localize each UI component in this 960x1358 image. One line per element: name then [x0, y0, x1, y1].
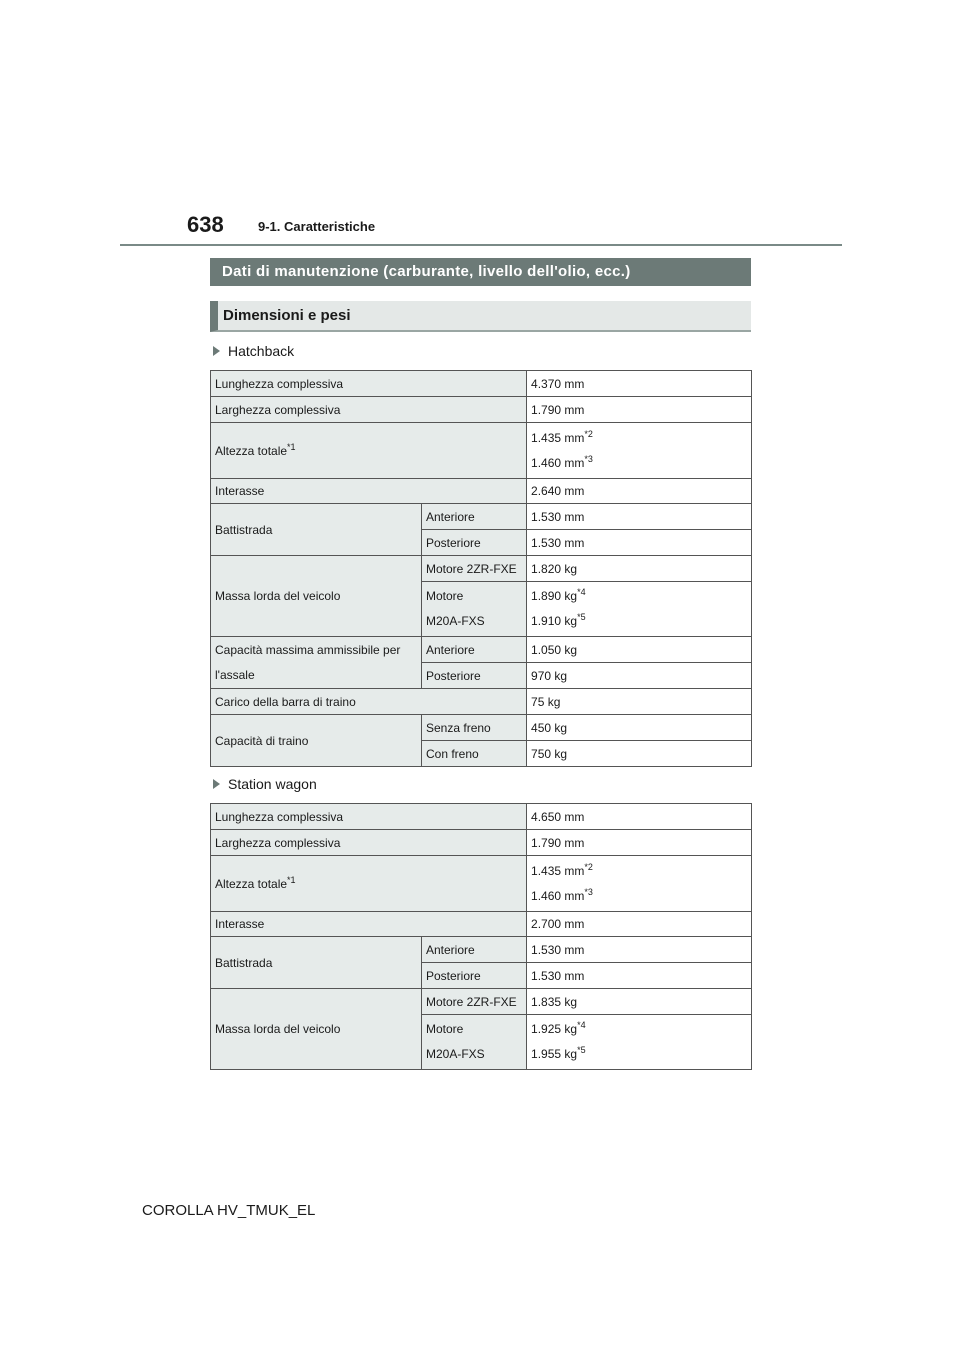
gvw-engine2-label: Motore M20A-FXS [422, 1015, 527, 1070]
hatchback-label: Hatchback [228, 343, 295, 359]
axle-label: Capacità massima ammissibile per l'assale [211, 637, 422, 689]
section-banner: Dati di manutenzione (carburante, livello dell'olio, ecc.) [210, 258, 751, 286]
tread-rear-value: 1.530 mm [527, 963, 752, 989]
width-label: Larghezza complessiva [211, 830, 527, 856]
length-value: 4.650 mm [527, 804, 752, 830]
table-row [211, 912, 752, 937]
height-value: 1.435 $mm^{*2}$ 1.460 $mm^{*3}$ [527, 856, 752, 912]
wheelbase-label: Interasse [211, 479, 527, 504]
table-row [211, 504, 752, 530]
station-wagon-label: Station wagon [228, 776, 317, 792]
towing-brake-value: 750 kg [527, 741, 752, 767]
towbar-label: Carico della barra di traino [211, 689, 527, 715]
gvw-engine1-label: Motore 2ZR-FXE [422, 989, 527, 1015]
axle-front-value: 1.050 kg [527, 637, 752, 663]
gvw-engine1-value: 1.835 kg [527, 989, 752, 1015]
axle-rear-label: Posteriore [422, 663, 527, 689]
towing-nobrake-value: 450 kg [527, 715, 752, 741]
width-value: 1.790 mm [527, 397, 752, 423]
height-label: Altezza totale$^{*1}$ [211, 856, 527, 912]
gvw-engine2-value: 1.890 $kg^{*4}$ 1.910 $kg^{*5}$ [527, 582, 752, 637]
tread-front-value: 1.530 mm [527, 937, 752, 963]
table-row [211, 397, 752, 423]
height-value: 1.435 $mm^{*2}$ 1.460 $mm^{*3}$ [527, 423, 752, 479]
axle-front-label: Anteriore [422, 637, 527, 663]
table-row [211, 804, 752, 830]
table-row [211, 423, 752, 479]
towing-label: Capacità di traino [211, 715, 422, 767]
wheelbase-value: 2.640 mm [527, 479, 752, 504]
table-row [211, 637, 752, 663]
table-row [211, 479, 752, 504]
height-label: Altezza totale$^{*1}$ [211, 423, 527, 479]
length-label: Lunghezza complessiva [211, 371, 527, 397]
towing-brake-label: Con freno [422, 741, 527, 767]
tread-rear-value: 1.530 mm [527, 530, 752, 556]
header-divider [120, 244, 842, 246]
section-title: 9-1. Caratteristiche [258, 219, 376, 234]
gvw-engine2-value: 1.925 $kg^{*4}$ 1.955 $kg^{*5}$ [527, 1015, 752, 1070]
towbar-value: 75 kg [527, 689, 752, 715]
table-row [211, 830, 752, 856]
hatchback-heading [213, 343, 294, 359]
station-wagon-spec-table [210, 803, 752, 1070]
triangle-bullet-icon [213, 346, 220, 356]
station-wagon-heading [213, 776, 317, 792]
tread-front-label: Anteriore [422, 504, 527, 530]
table-row [211, 937, 752, 963]
table-row [211, 556, 752, 582]
length-label: Lunghezza complessiva [211, 804, 527, 830]
gvw-label: Massa lorda del veicolo [211, 556, 422, 637]
width-label: Larghezza complessiva [211, 397, 527, 423]
towing-nobrake-label: Senza freno [422, 715, 527, 741]
table-row [211, 689, 752, 715]
tread-front-value: 1.530 mm [527, 504, 752, 530]
footer-model-code: COROLLA HV_TMUK_EL [142, 1202, 316, 1219]
wheelbase-label: Interasse [211, 912, 527, 937]
tread-rear-label: Posteriore [422, 963, 527, 989]
page-number: 638 [187, 212, 224, 237]
table-row [211, 371, 752, 397]
tread-label: Battistrada [211, 937, 422, 989]
gvw-engine2-label: Motore M20A-FXS [422, 582, 527, 637]
triangle-bullet-icon [213, 779, 220, 789]
gvw-engine1-label: Motore 2ZR-FXE [422, 556, 527, 582]
hatchback-spec-table [210, 370, 752, 767]
gvw-engine1-value: 1.820 kg [527, 556, 752, 582]
width-value: 1.790 mm [527, 830, 752, 856]
gvw-label: Massa lorda del veicolo [211, 989, 422, 1070]
table-row [211, 715, 752, 741]
tread-rear-label: Posteriore [422, 530, 527, 556]
tread-label: Battistrada [211, 504, 422, 556]
wheelbase-value: 2.700 mm [527, 912, 752, 937]
length-value: 4.370 mm [527, 371, 752, 397]
table-row [211, 989, 752, 1015]
tread-front-label: Anteriore [422, 937, 527, 963]
subsection-heading: Dimensioni e pesi [210, 301, 751, 332]
table-row [211, 856, 752, 912]
axle-rear-value: 970 kg [527, 663, 752, 689]
